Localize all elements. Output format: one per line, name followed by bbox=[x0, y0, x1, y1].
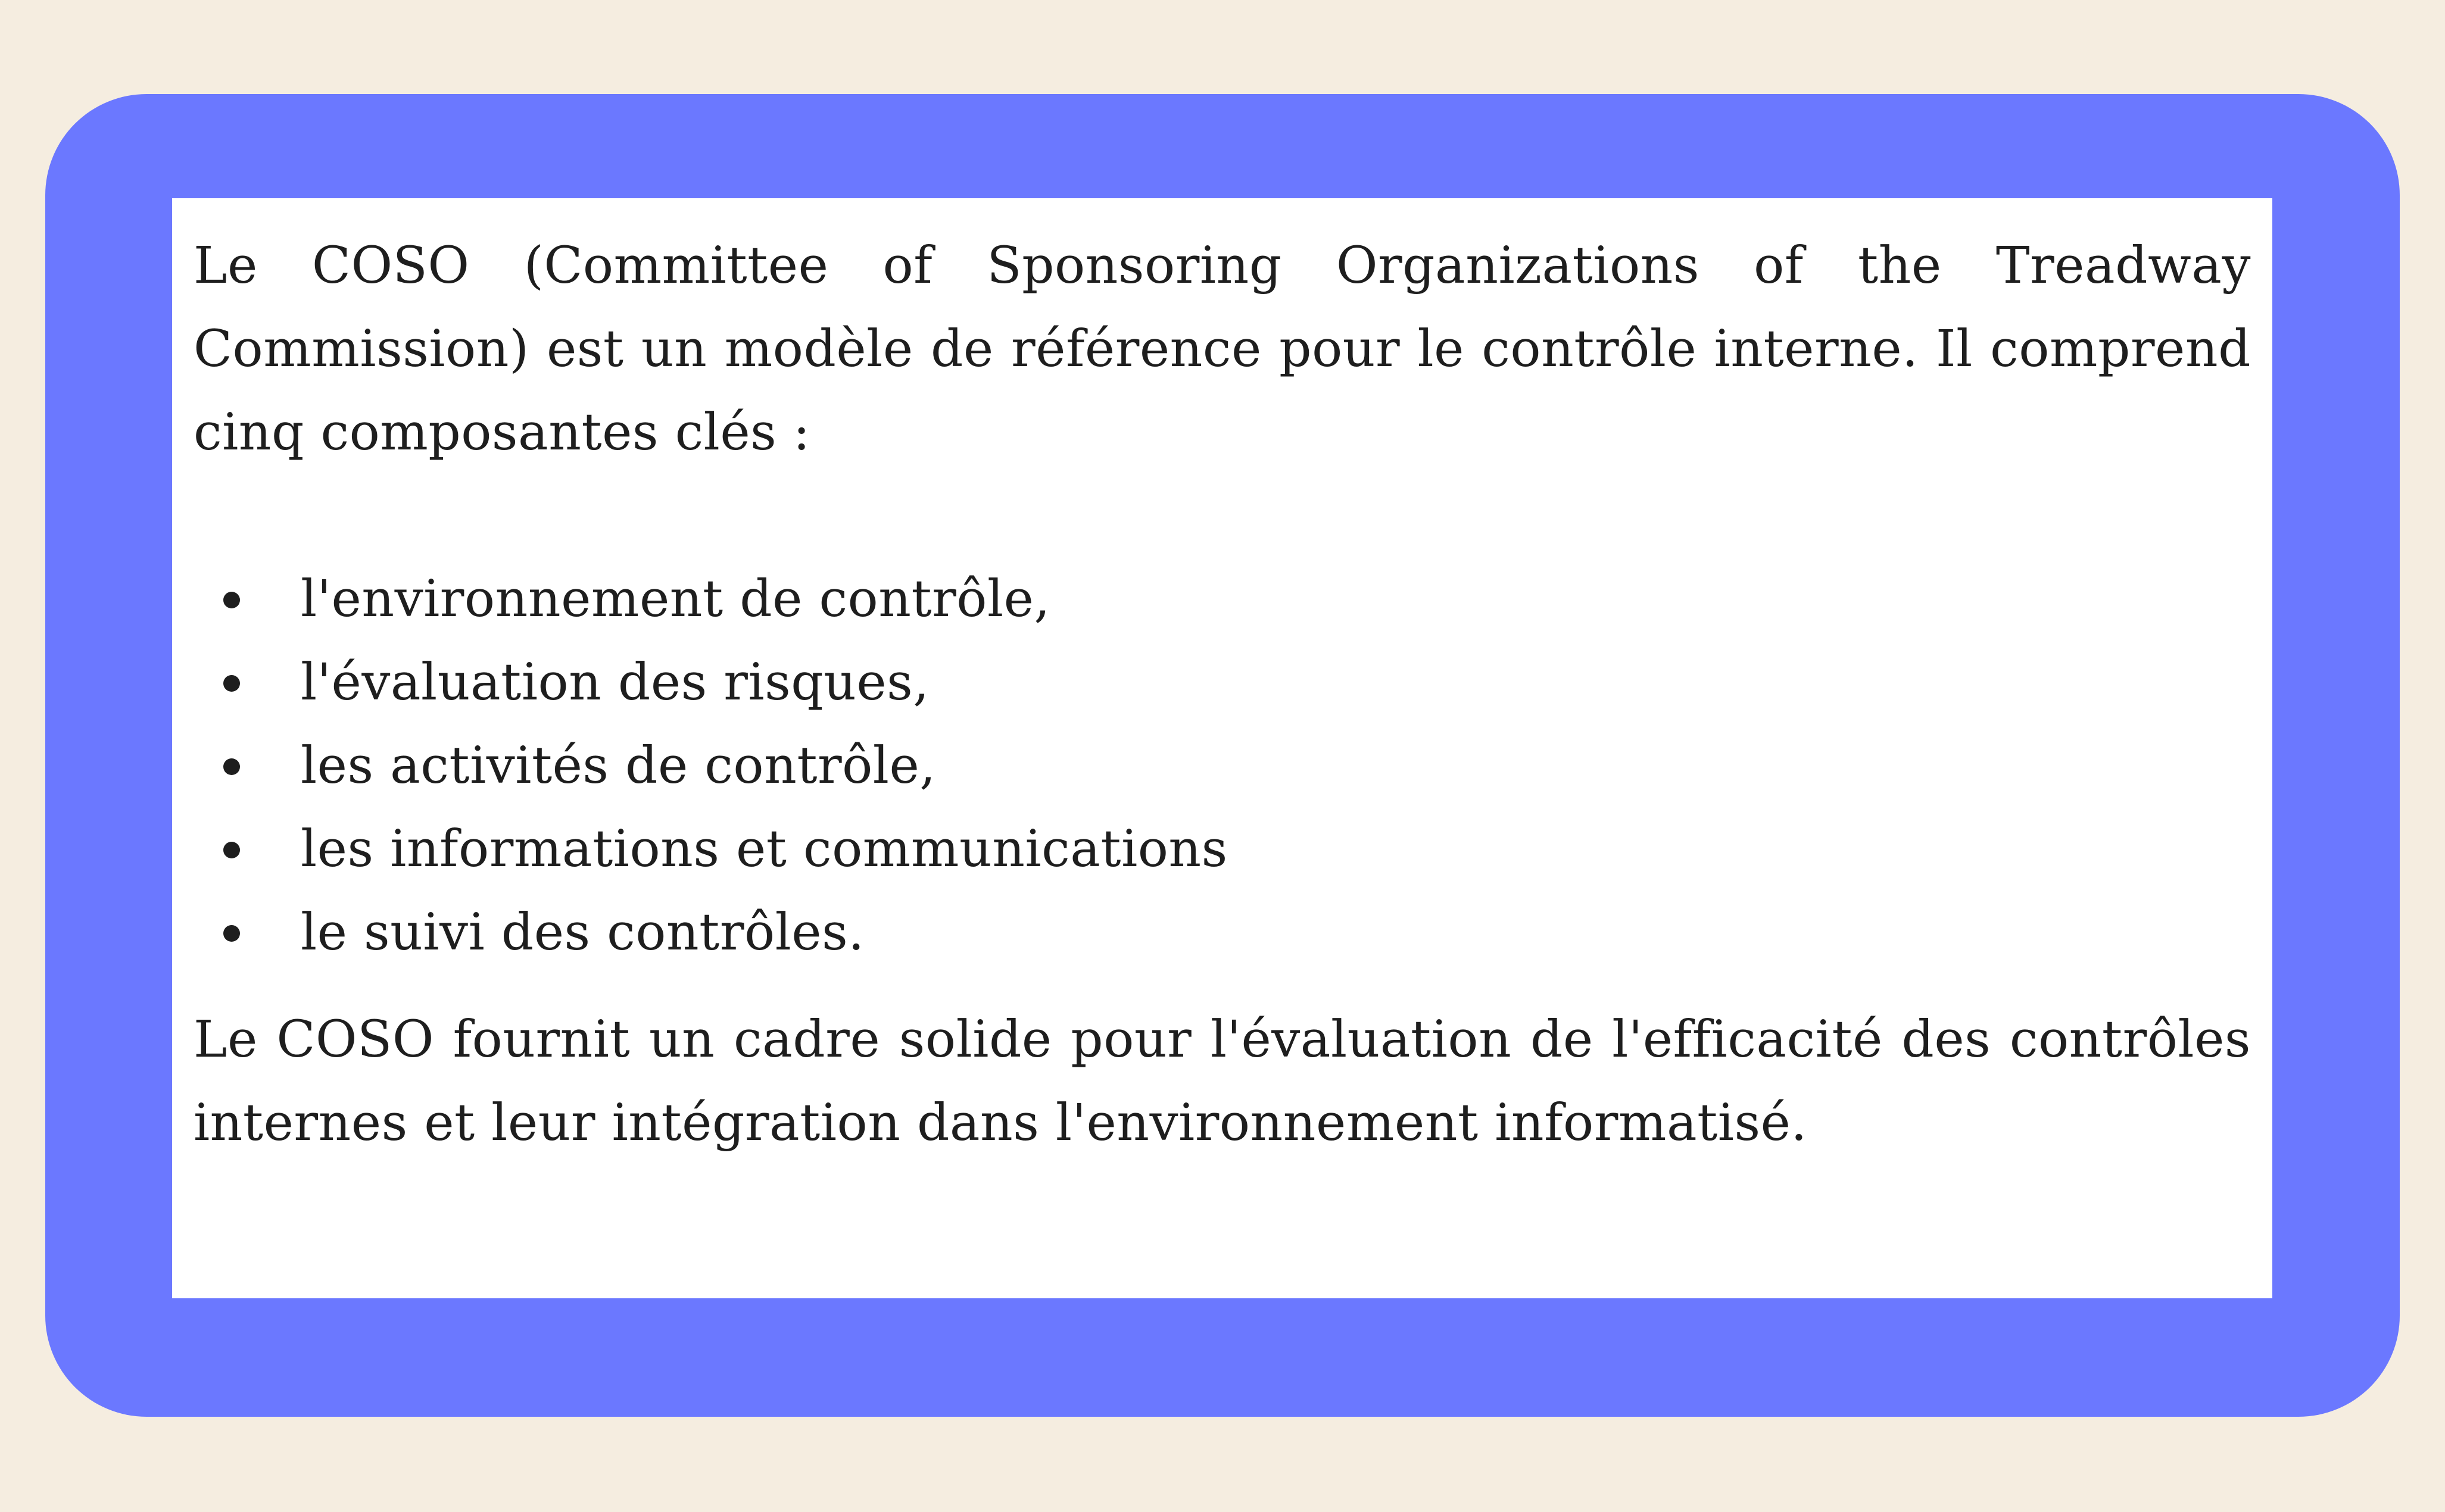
bullet-icon bbox=[223, 592, 240, 608]
list-item bbox=[194, 891, 2251, 974]
list-item bbox=[194, 558, 2251, 641]
bullet-icon bbox=[223, 675, 240, 692]
text-panel bbox=[172, 198, 2272, 1298]
list-item bbox=[194, 724, 2251, 808]
bullet-icon bbox=[223, 842, 240, 858]
list-item bbox=[194, 808, 2251, 891]
list-item bbox=[194, 641, 2251, 724]
list-item-text: les informations et communications bbox=[301, 820, 1228, 879]
card-frame bbox=[45, 94, 2400, 1417]
components-list bbox=[194, 558, 2251, 974]
intro-paragraph: Le COSO (Committee of Sponsoring Organizations of the Treadway Commission) est un modèle de référence pour le contrôle interne. Il comprend cinq composantes clés : bbox=[194, 236, 2251, 462]
bullet-icon bbox=[223, 758, 240, 775]
list-item-text: le suivi des contrôles. bbox=[301, 903, 865, 962]
list-item-text: l'environnement de contrôle, bbox=[301, 570, 1050, 629]
bullet-icon bbox=[223, 925, 240, 942]
list-item-text: les activités de contrôle, bbox=[301, 736, 936, 795]
conclusion-paragraph: Le COSO fournit un cadre solide pour l'évaluation de l'efficacité des contrôles internes et leur intégration dans l'environnement informatisé. bbox=[194, 1010, 2251, 1152]
list-item-text: l'évaluation des risques, bbox=[301, 653, 930, 712]
